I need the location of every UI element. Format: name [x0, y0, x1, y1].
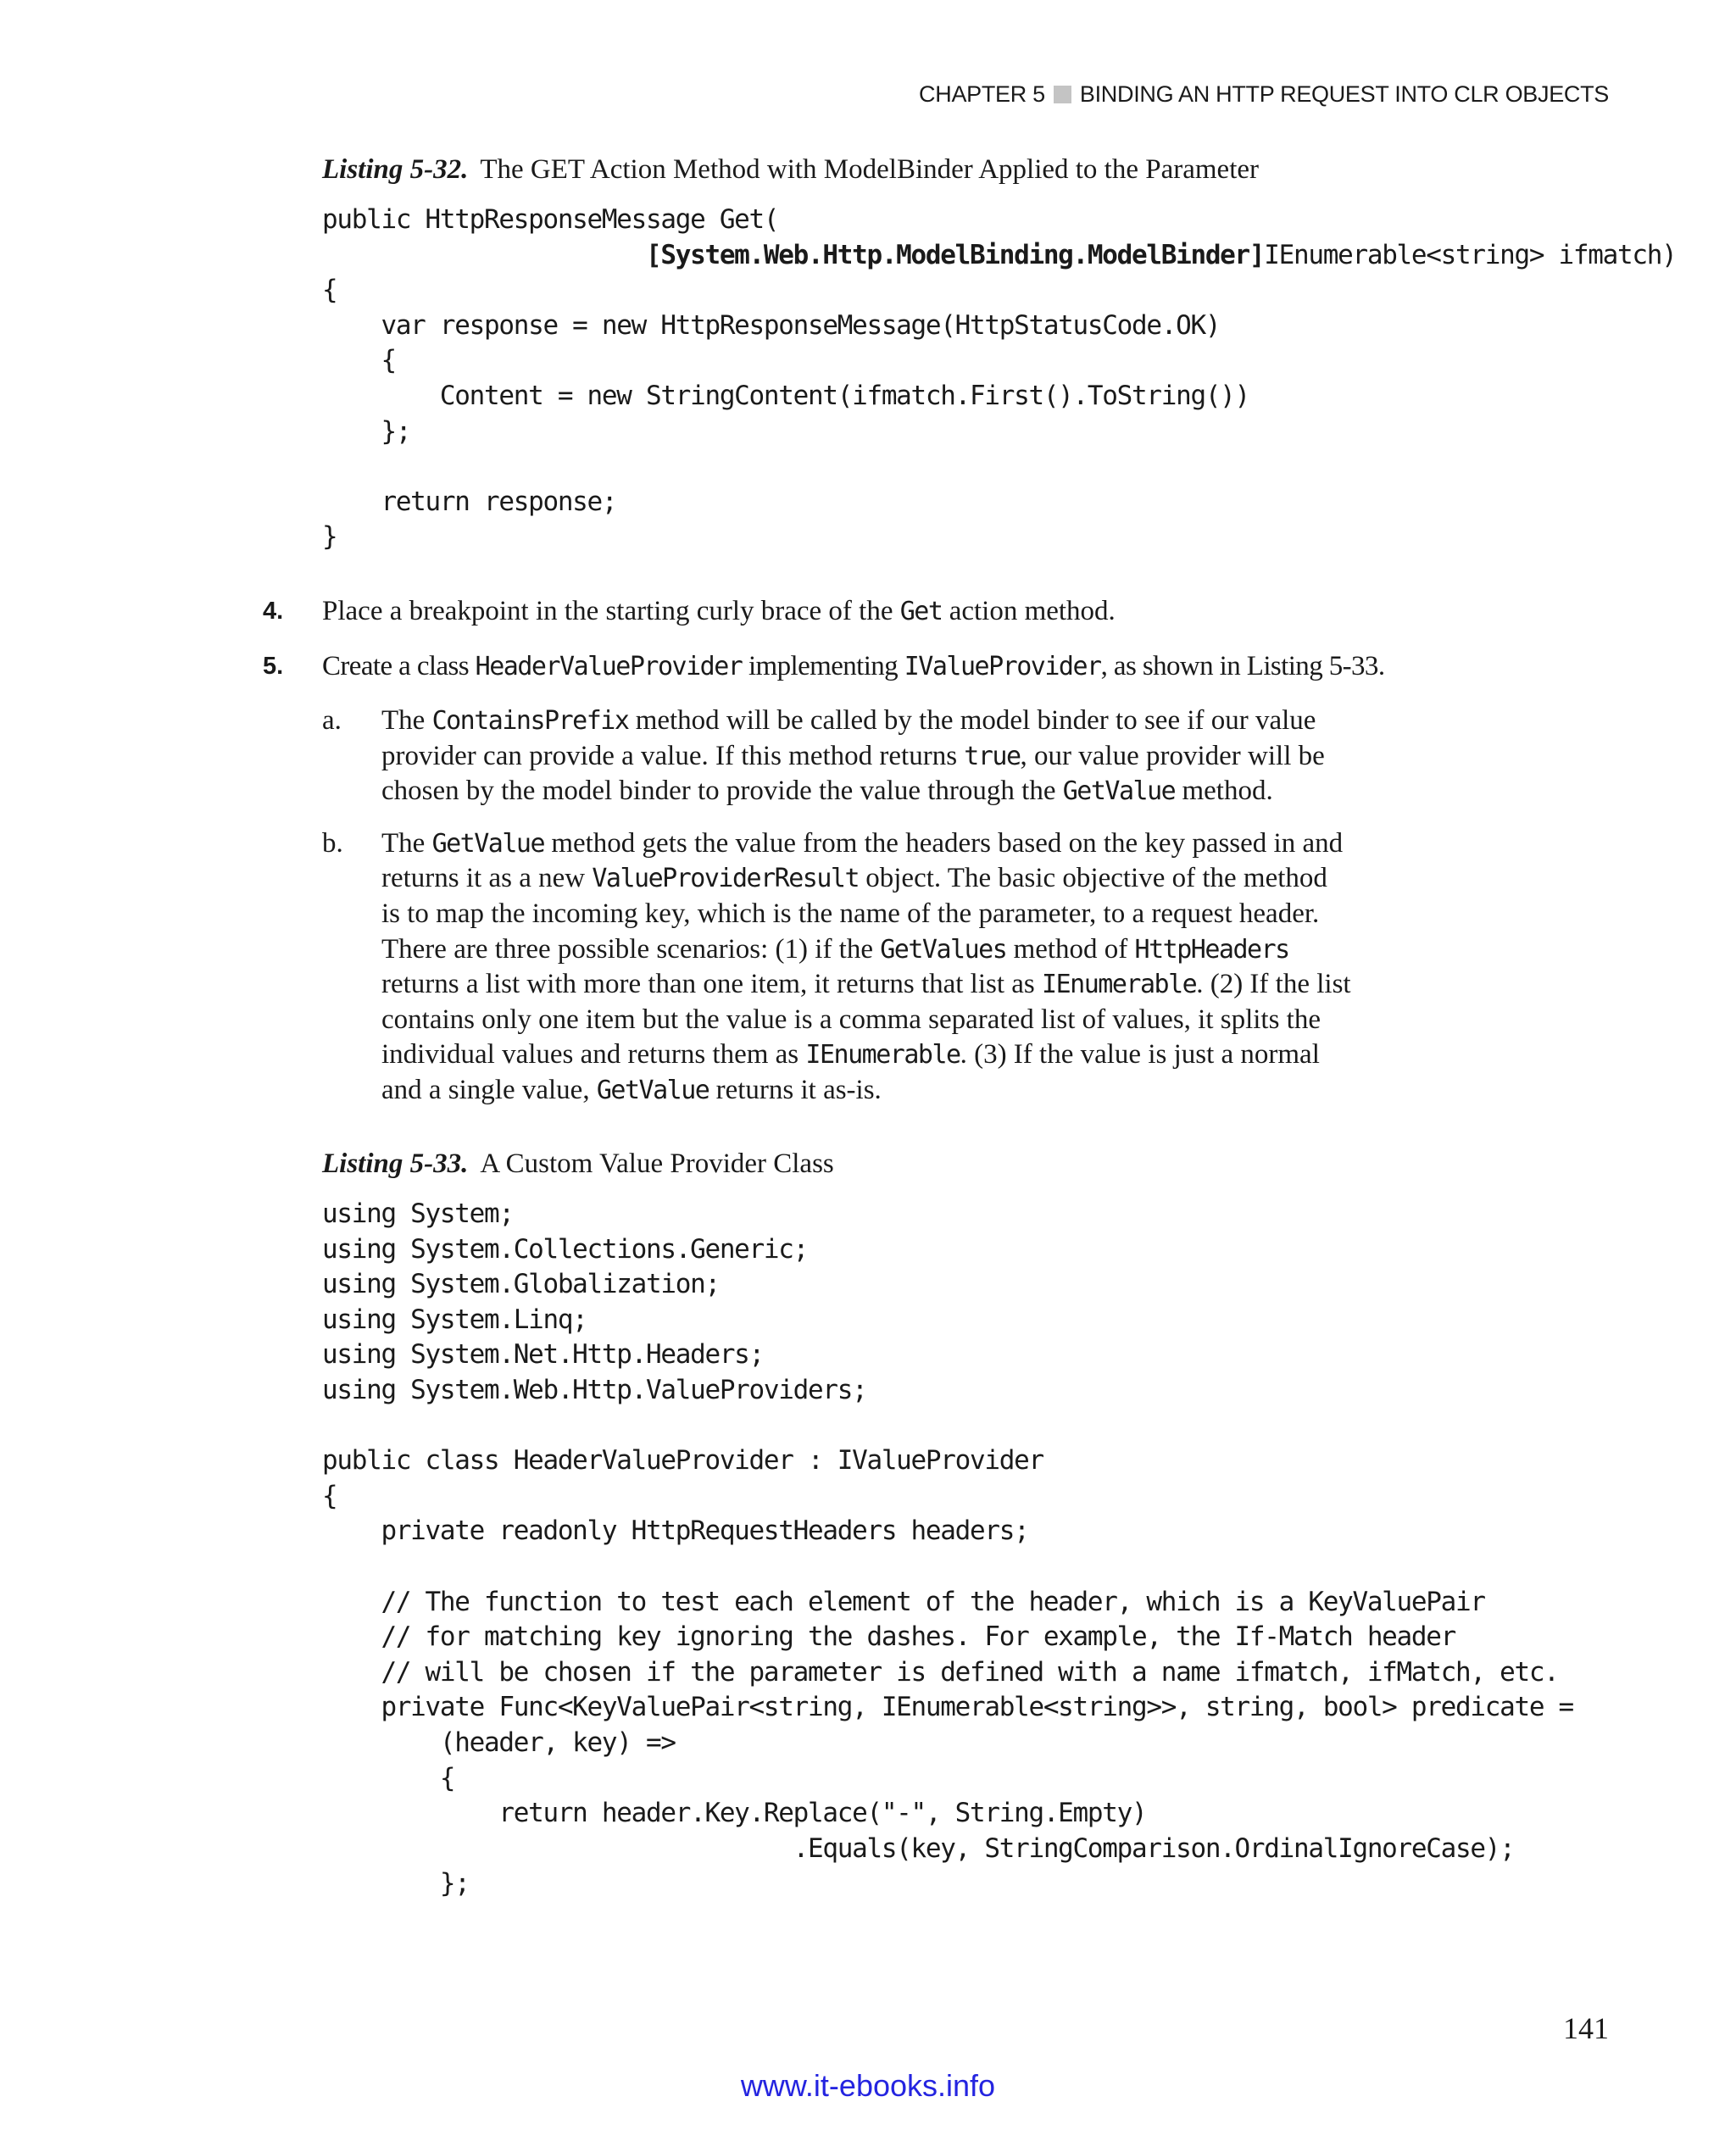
- step-text: Create a class HeaderValueProvider implementing IValueProvider, as shown in Listing 5-33.: [322, 651, 1385, 681]
- substep-letter: b.: [322, 827, 343, 859]
- step-text: Place a breakpoint in the starting curly brace of the Get action method.: [322, 596, 1116, 626]
- listing-label: Listing 5-32.: [322, 154, 469, 185]
- listing-label: Listing 5-33.: [322, 1148, 469, 1179]
- code-block: using System; using System.Collections.Generic; using System.Globalization; using System.Linq; using System.Net.Http.Headers; using System.Web.Http.ValueProviders; public class HeaderValueProvider : IValueProvider { private readonly HttpRequestHeaders headers; // The function to test each element of the header, which is a KeyValuePair // for matching key ignoring the dashes. For example, the If-Match header // will be chosen if the parameter is defined with a name ifmatch, ifMatch, etc. private Func<KeyValuePair<string, IEnumerable<string>>, string, bool> predicate = (header, key) => { return header.Key.Replace("-", String.Empty) .Equals(key, StringComparison.OrdinalIgnoreCase); };: [322, 1198, 1573, 1899]
- step-number: 5.: [263, 653, 284, 680]
- listing-title: The GET Action Method with ModelBinder Applied to the Parameter: [480, 154, 1259, 185]
- step-number: 4.: [263, 598, 284, 625]
- header-separator-square: [1054, 86, 1071, 103]
- running-header: [919, 81, 1609, 108]
- listing-caption: [322, 154, 1676, 186]
- listing-5-33: [322, 1148, 1573, 1902]
- step-5: [263, 648, 1449, 685]
- code-block: [322, 203, 1676, 555]
- listing-5-32: [322, 154, 1676, 555]
- substep-a: [322, 703, 1449, 809]
- listing-title: A Custom Value Provider Class: [480, 1148, 834, 1179]
- substep-letter: a.: [322, 705, 342, 736]
- step-4: [263, 593, 1449, 630]
- chapter-title: BINDING AN HTTP REQUEST INTO CLR OBJECTS: [1079, 81, 1609, 107]
- substep-text: The GetValue method gets the value from the headers based on the key passed in and returns it as a new ValueProviderResult object. The basic objective of the method is to map the incoming key, which is the name of the parameter, to a request header. There are three possible scenarios: (1) if the GetValues method of HttpHeaders returns a list with more than one item, it returns that list as IEnumerable. (2) If the list contains only one item but the value is a comma separated list of values, it splits the individual values and returns them as IEnumerable. (3) If the value is just a normal and a single value, GetValue returns it as-is.: [381, 827, 1351, 1105]
- footer-link[interactable]: www.it-ebooks.info: [740, 2068, 996, 2103]
- listing-caption: [322, 1148, 1573, 1180]
- substep-text: The ContainsPrefix method will be called by the model binder to see if our value provider can provide a value. If this method returns true, our value provider will be chosen by the model binder to provide the value through the GetValue method.: [381, 705, 1325, 807]
- steps-list: [263, 593, 1449, 1126]
- code-text: public HttpResponseMessage Get(: [322, 204, 779, 235]
- page-number: 141: [1563, 2011, 1609, 2045]
- substep-b: [322, 826, 1449, 1109]
- chapter-label: CHAPTER 5: [919, 81, 1045, 107]
- code-attribute: [System.Web.Http.ModelBinding.ModelBinder]: [646, 239, 1265, 270]
- code-text: IEnumerable<string> ifmatch) { var response = new HttpResponseMessage(HttpStatusCode.OK) { Content = new StringContent(ifmatch.First().ToString()) }; return response; }: [322, 239, 1677, 553]
